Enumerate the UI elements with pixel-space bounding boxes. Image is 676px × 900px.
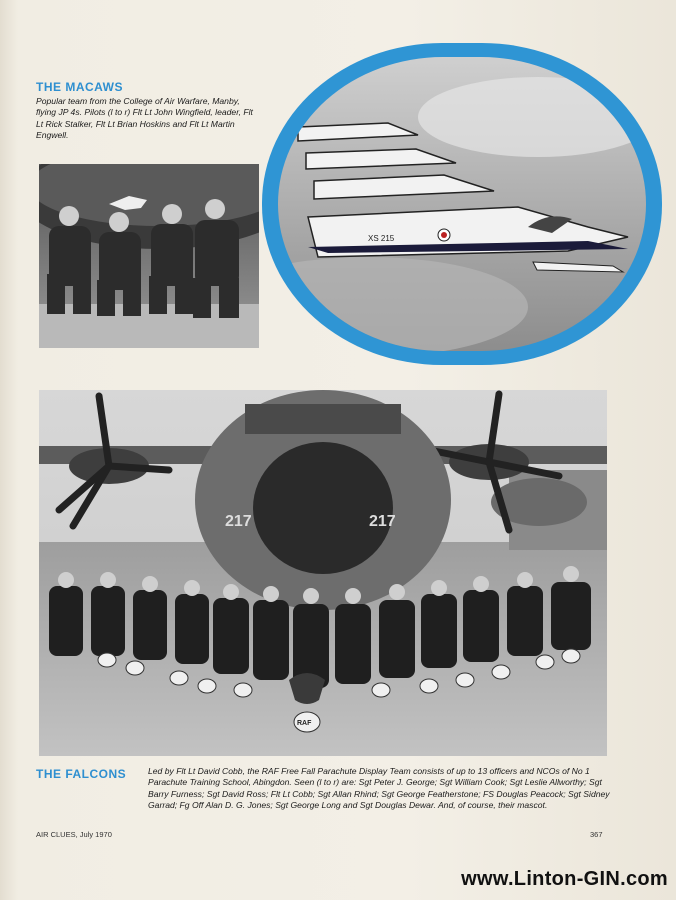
macaws-caption: Popular team from the College of Air Warfare, Manby, flying JP 4s. Pilots (l to r) Flt Lt John Wingfield, leader, Flt Lt Rick Stalker, Flt Lt Brian Hoskins and Flt Lt Martin Engwell. [36,96,253,141]
falcons-caption: Led by Flt Lt David Cobb, the RAF Free Fall Parachute Display Team consists of up to 13 officers and NCOs of No 1 Parachute Training School, Abingdon. Seen (l to r) are: Sgt Peter J. George; Sgt William Cook; Sgt Leslie Allworthy; Sgt Barry Furness; Sgt David Ross; Flt Lt Cobb; Sgt Allan Rhind; Sgt George Featherstone; FS Douglas Peacock; Sgt Sidney Garrad; Fg Off Alan D. G. Jones; Sgt George Long and Sgt Douglas Dewar. And, of course, their mascot. [148,766,610,811]
nose-number-left: 217 [225,513,252,530]
jet-serial: XS 215 [368,234,395,243]
falcons-heading: THE FALCONS [36,767,127,781]
macaws-heading: THE MACAWS [36,80,123,94]
page-number: 367 [590,830,603,839]
jet-formation-frame [262,43,662,365]
macaws-pilots-photo [39,164,259,348]
mascot-helmet-text: RAF [297,720,312,727]
jet-formation-photo [278,57,646,351]
macaws-pilots-illustration [39,164,259,348]
jet-formation-illustration [278,57,646,351]
watermark-url[interactable]: www.Linton-GIN.com [461,868,668,890]
nose-number-right: 217 [369,513,396,530]
falcons-team-illustration [39,390,607,756]
publication-footer: AIR CLUES, July 1970 [36,830,112,839]
falcons-team-photo [39,390,607,756]
